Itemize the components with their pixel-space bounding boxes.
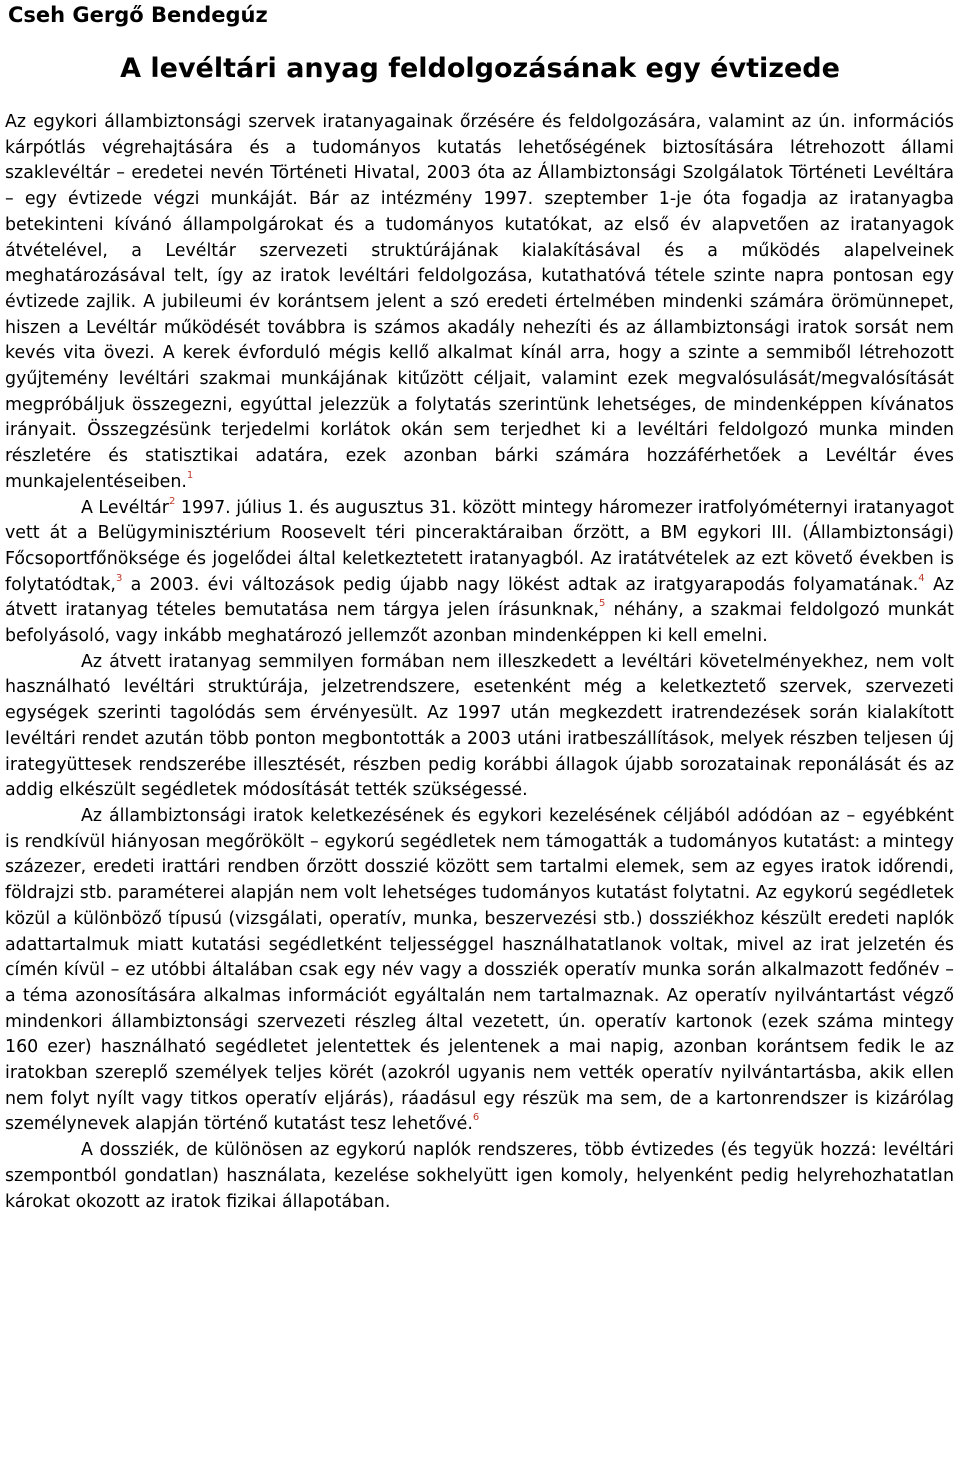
paragraph-2	[5, 496, 954, 650]
paragraph-text: Az állambiztonsági iratok keletkezésének és egykori kezelésének céljából adódóan az – egyébként is rendkívül hiányosan megőrökölt – egykorú segédletek nem támogatták a tudományos kutatást: a mintegy százezer, eredeti irattári rendben őrzött dosszié között sem tartalmi elemek, sem az egyes iratok időrendi, földrajzi stb. paraméterei alapján nem volt lehetséges tudományos kutatást folytatni. Az egykorú segédletek közül a különböző típusú (vizsgálati, operatív, munka, beszervezési stb.) dossziékhoz készült eredeti naplók adattartalmuk miatt kutatási segédletként teljességgel használhatatlanok voltak, mivel az irat jelzetén és címén kívül – ez utóbbi általában csak egy név vagy a dossziék operatív munka során alkalmazott fedőnév – a téma azonosítására alkalmas információt egyáltalán nem tartalmaznak. Az operatív nyilvántartást végző mindenkori állambiztonsági szervezeti részleg által vezetett, ún. operatív kartonok (ezek száma mintegy 160 ezer) használható segédletet jelentettek és jelentenek a mai napig, azonban korántsem fedik le az iratokban szereplő személyek teljes körét (azokról ugyanis nem vették operatív nyilvántartásba, akik ellen nem folyt nyílt vagy titkos operatív eljárás), ráadásul egy részük ma sem, de a kartonrendszer is kizárólag személynevek alapján történő kutatást tesz lehetővé.	[5, 805, 954, 1135]
footnote-ref[interactable]: 3	[115, 572, 123, 584]
paragraph-text: A dossziék, de különösen az egykorú naplók rendszeres, több évtizedes (és tegyük hozzá: levéltári szempontból gondatlan) használata, kezelése sokhelyütt igen komoly, helyenként pedig helyrehozhatatlan károkat okozott az iratok fizikai állapotában.	[5, 1140, 954, 1212]
paragraph-text: Az átvett iratanyag tételes bemutatása nem tárgya jelen írásunknak,	[5, 574, 954, 621]
paragraph-3	[5, 650, 954, 804]
paragraph-text: Az egykori állambiztonsági szervek iratanyagainak őrzésére és feldolgozására, valamint az ún. információs kárpótlás végrehajtására és a tudományos kutatás lehetőségének biztosítására létrehozott állami szaklevéltár – eredetei nevén Történeti Hivatal, 2003 óta az Állambiztonsági Szolgálatok Történeti Levéltára – egy évtizede végzi munkáját. Bár az intézmény 1997. szeptember 1-je óta fogadja az iratanyagba betekinteni kívánó állampolgárokat és a tudományos kutatókat, az első év alapvetően az iratanyagok átvételével, a Levéltár szervezeti struktúrájának kialakításával és a működés alapelveinek meghatározásával telt, így az iratok levéltári feldolgozása, kutathatóvá tétele szinte napra pontosan egy évtizede zajlik. A jubileumi év korántsem jelent a szó eredeti értelmében mindenki számára örömünnepet, hiszen a Levéltár működését továbbra is számos akadály nehezíti és az állambiztonsági iratok sorsát nem kevés vita övezi. A kerek évforduló mégis kellő alkalmat kínál arra, hogy a szinte a semmiből létrehozott gyűjtemény levéltári szakmai munkájának kitűzött céljait, valamint ezek megvalósulását/megvalósítását megpróbáljuk összegezni, egyúttal jelezzük a folytatás szerintünk lehetséges, de mindenképpen kívánatos irányait. Összegzésünk terjedelmi korlátok okán sem terjedhet ki a levéltári feldolgozó munka minden részletére és statisztikai adatára, ezek azonban bárki számára hozzáférhetőek a Levéltár éves munkajelentéseiben.	[5, 112, 954, 492]
paragraph-text: Az átvett iratanyag semmilyen formában nem illeszkedett a levéltári követelményekhez, nem volt használható levéltári struktúrája, jelzetrendszere, esetenként még a keletkeztető szervek, szervezeti egységek szerinti tagolódás sem érvényesült. Az 1997 után megkezdett iratrendezések során kialakított levéltári rendet azután több ponton megbontották a 2003 utáni iratbeszállítások, melyek részben teljesen új irategyüttesek rendszerébe illesztését, részben pedig korábbi állagok újabb sorozatainak reponálását és az addig elkészült segédletek módosítását tették szükségessé.	[5, 651, 954, 801]
document-title: A levéltári anyag feldolgozásának egy évtizede	[120, 53, 840, 84]
footnote-ref[interactable]: 5	[599, 598, 606, 610]
footnote-ref[interactable]: 6	[472, 1112, 480, 1124]
paragraph-text: a 2003. évi változások pedig újabb nagy lökést adtak az iratgyarapodás folyamatának.	[122, 574, 919, 595]
paragraph-5	[5, 1138, 954, 1215]
paragraph-4	[5, 804, 954, 1138]
footnote-ref[interactable]: 2	[168, 495, 176, 507]
footnote-ref[interactable]: 4	[918, 572, 925, 584]
author-name: Cseh Gergő Bendegúz	[8, 3, 268, 27]
paragraph-text: A Levéltár	[81, 497, 169, 518]
document-body	[5, 110, 954, 1215]
paragraph-text: néhány, a szakmai feldolgozó munkát befolyásoló, vagy inkább meghatározó jellemzőt azonban mindenképpen ki kell emelni.	[5, 600, 954, 647]
paragraph-text: 1997. július 1. és augusztus 31. között mintegy háromezer iratfolyóméternyi iratanyagot vett át a Belügyminisztérium Roosevelt téri pinceraktáraiban őrzött, a BM egykori III. (Állambiztonsági) Főcsoportfőnöksége és jogelődei által keletkeztetett iratanyagból. Az iratátvételek az ezt követő években is folytatódtak,	[5, 497, 954, 595]
footnote-ref[interactable]: 1	[186, 469, 194, 481]
paragraph-1	[5, 110, 954, 496]
